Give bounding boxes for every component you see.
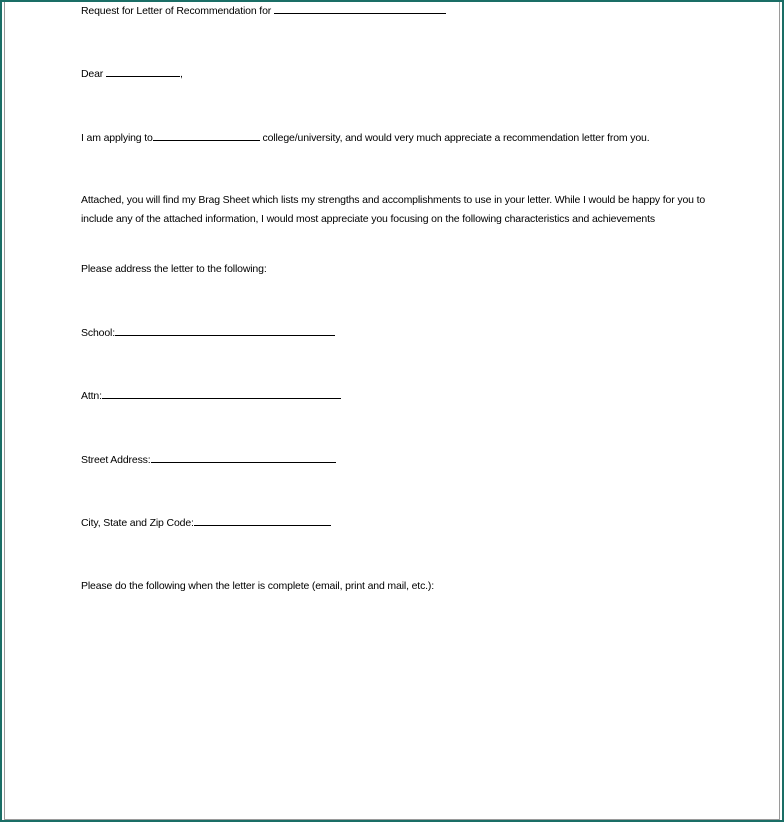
school-label: School: xyxy=(81,327,115,339)
attn-field[interactable] xyxy=(102,386,341,399)
attached-paragraph: Attached, you will find my Brag Sheet which lists my strengths and accomplishments to use in your letter. While I would be happy for you to include any of the attached information, I would most appreciate you focusing on the following characteristics and achievements xyxy=(81,194,706,225)
city-label: City, State and Zip Code: xyxy=(81,517,194,529)
college-blank[interactable] xyxy=(153,128,260,141)
document-page xyxy=(4,2,780,820)
street-line xyxy=(81,450,336,470)
completion-line: Please do the following when the letter is complete (email, print and mail, etc.): xyxy=(81,580,435,592)
salutation-comma: , xyxy=(179,68,183,80)
salutation-text: Dear xyxy=(81,68,104,80)
city-state-zip-field[interactable] xyxy=(194,513,331,526)
attn-label: Attn: xyxy=(81,390,102,402)
applying-prefix: I am applying to xyxy=(81,132,153,144)
request-line xyxy=(81,1,446,21)
recipient-name-blank[interactable] xyxy=(106,64,180,77)
attn-line xyxy=(81,386,341,406)
street-address-field[interactable] xyxy=(151,450,336,463)
applying-suffix: college/university, and would very much appreciate a recommendation letter from you. xyxy=(262,132,650,144)
address-intro: Please address the letter to the following: xyxy=(81,263,267,275)
applying-line xyxy=(81,128,650,148)
street-label: Street Address: xyxy=(81,454,151,466)
school-field[interactable] xyxy=(115,323,335,336)
request-name-blank[interactable] xyxy=(274,1,446,14)
salutation-line xyxy=(81,64,183,84)
school-line xyxy=(81,323,335,343)
city-line xyxy=(81,513,331,533)
request-line-text: Request for Letter of Recommendation for xyxy=(81,5,272,17)
